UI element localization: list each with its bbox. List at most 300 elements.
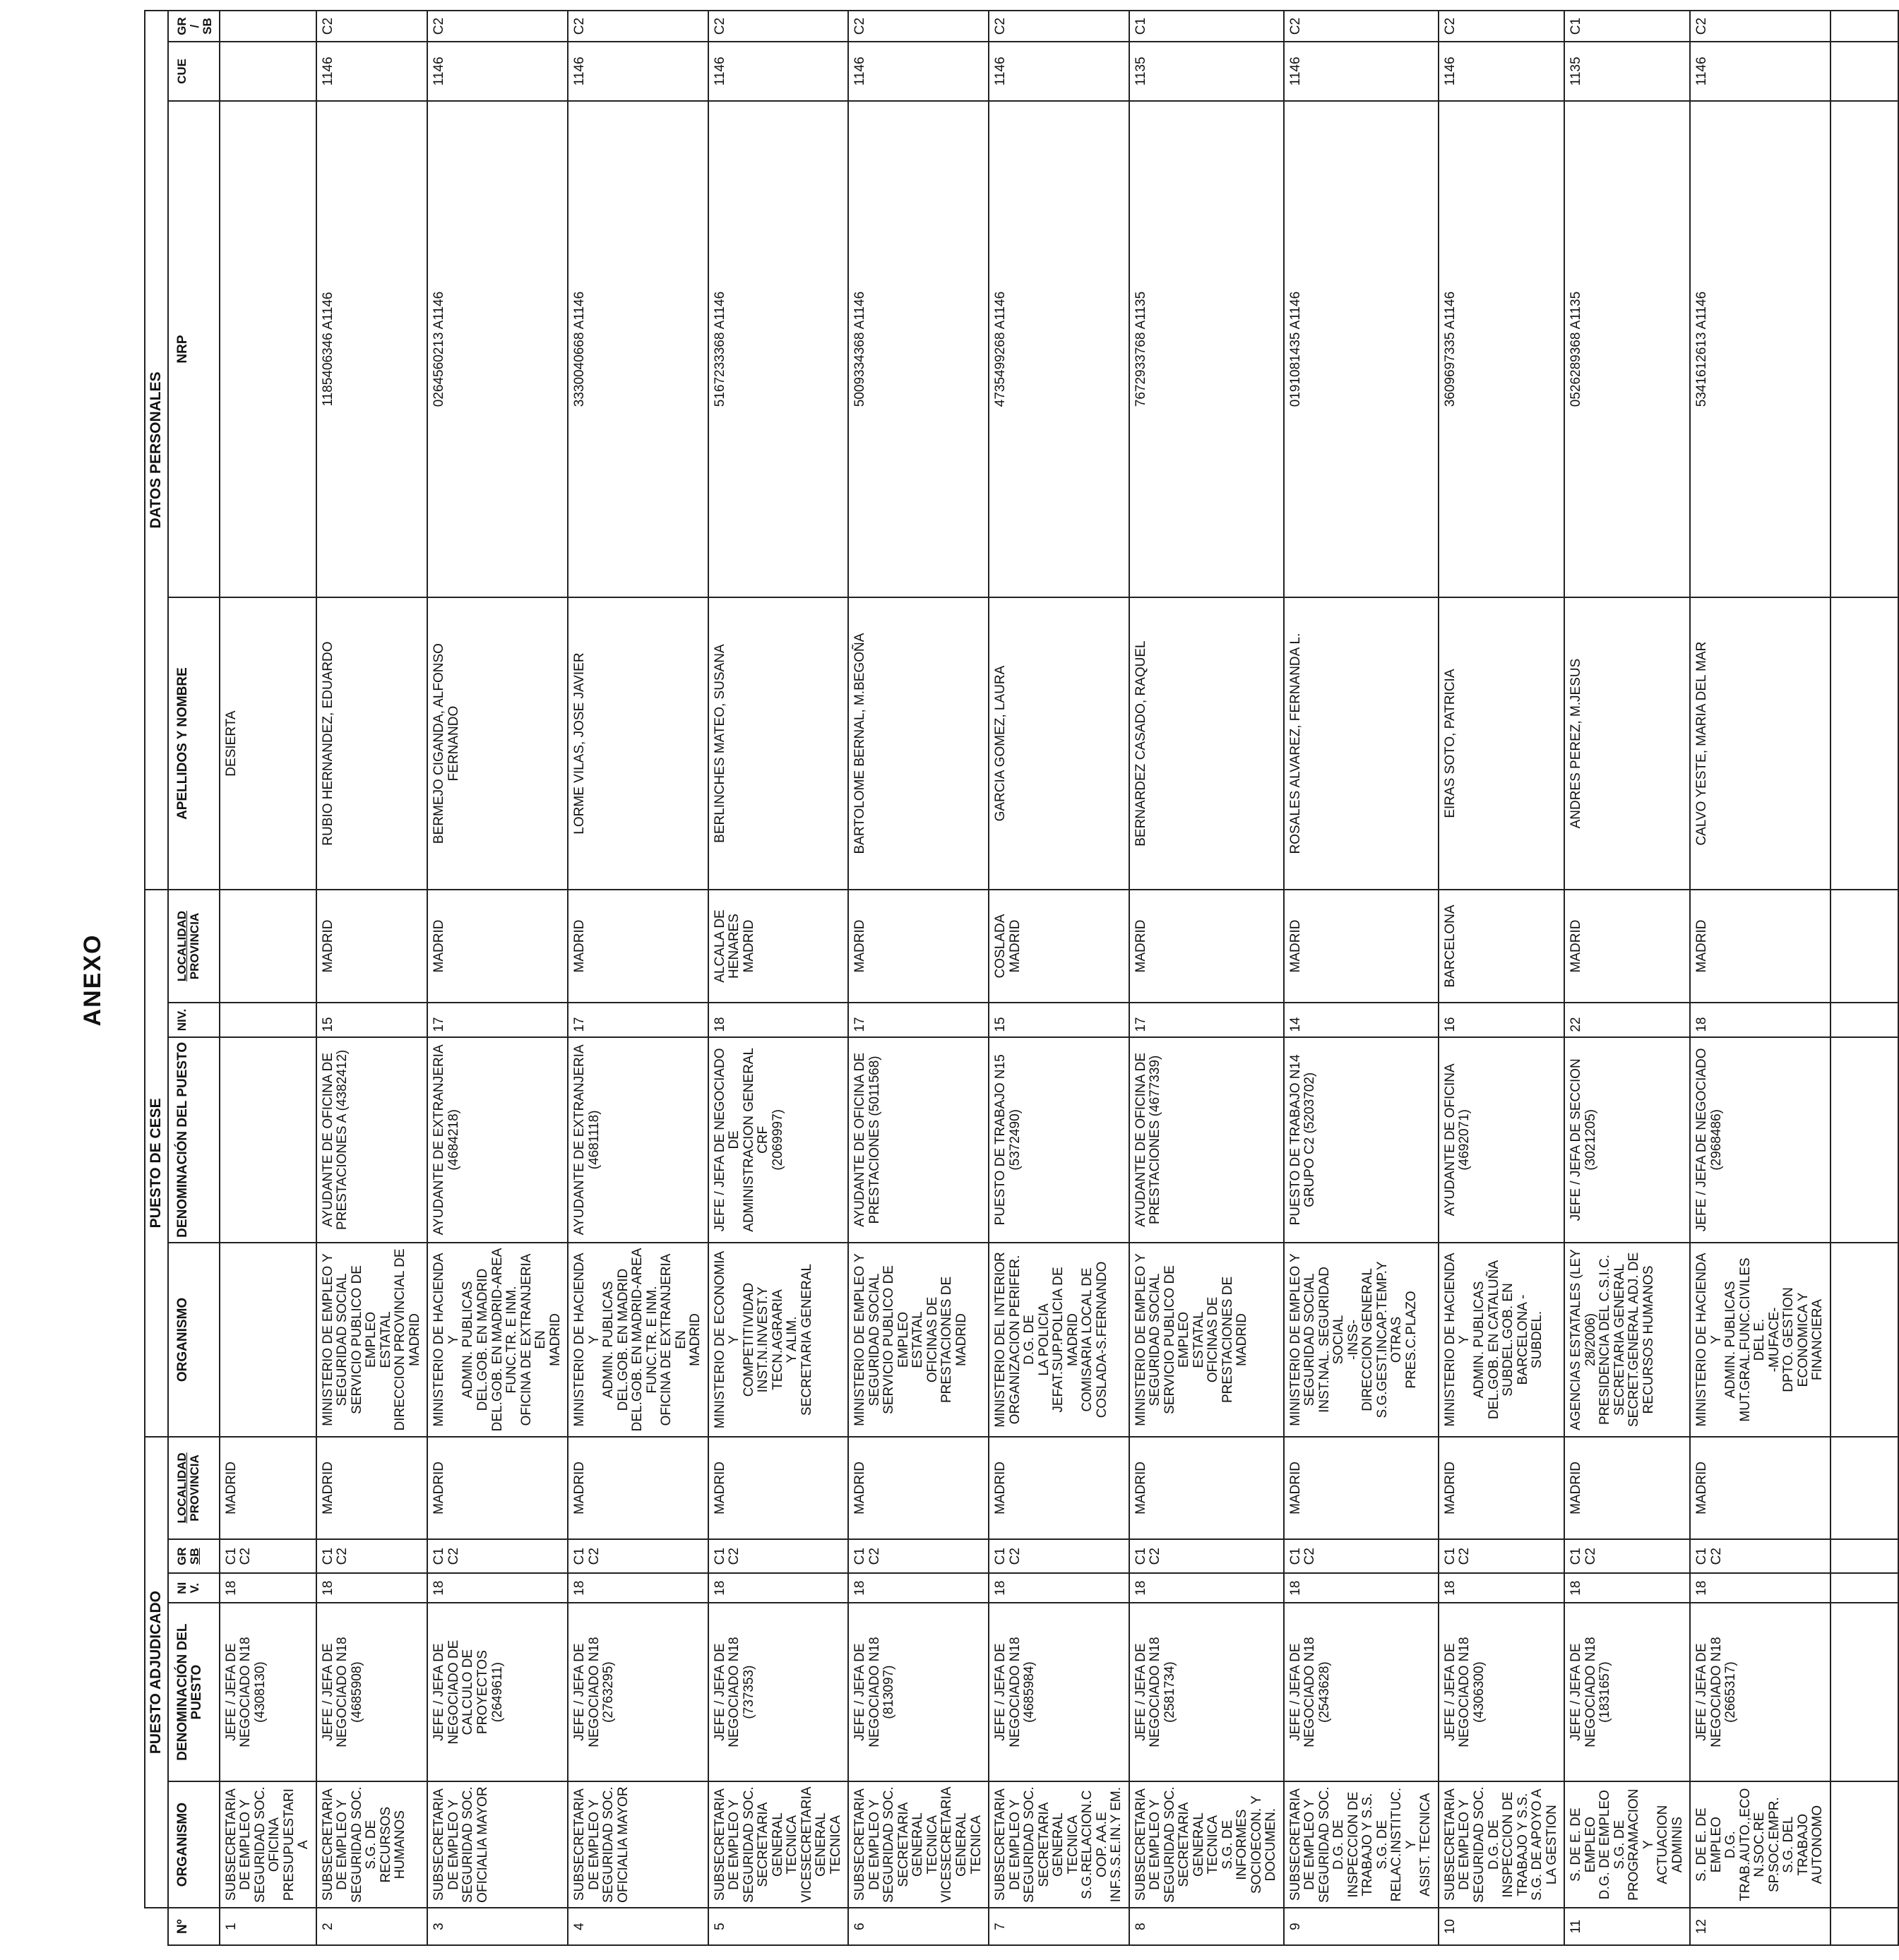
cell-organismo-line: SECRETARIA GENERAL: [895, 1802, 926, 1887]
cell-cese-denominacion-line: AYUDANTE DE OFICINA DE: [320, 1053, 335, 1227]
cell-organismo-line: OFICIALIA MAYOR: [475, 1786, 490, 1903]
empty-cell: [1830, 890, 1898, 1003]
cell-cese-localidad-line: MADRID: [1568, 919, 1584, 973]
cell-cue: 1135: [1129, 42, 1284, 101]
cell-apellidos-nombre: [1564, 597, 1690, 889]
cell-denominacion: [989, 1603, 1129, 1781]
page-title: ANEXO: [79, 933, 106, 1027]
cell-number: 6: [848, 1908, 989, 1945]
cell-cese-organismo-line: SUBDEL.: [1530, 1310, 1545, 1369]
group-datos-personales: DATOS PERSONALES: [145, 11, 168, 890]
cell-cese-denominacion: [1129, 1037, 1284, 1243]
empty-cell: [1830, 1243, 1898, 1437]
cell-cese-organismo-line: MINISTERIO DE EMPLEO Y: [1133, 1253, 1148, 1426]
cell-cese-organismo-line: DEL.GOB. EN MADRID: [475, 1268, 490, 1411]
table-row: [989, 11, 1129, 1945]
cell-nivel: 18: [1690, 1573, 1830, 1603]
cell-cese-organismo-line: MINISTERIO DE EMPLEO Y: [1287, 1253, 1303, 1426]
cell-grupo-subgrupo-line: C1: [1133, 1548, 1148, 1565]
table-row: [708, 11, 849, 1945]
cell-cese-nivel: 17: [848, 1003, 989, 1036]
cell-grupo: [220, 11, 316, 42]
cell-cese-denominacion-line: JEFE / JEFA DE SECCION: [1568, 1058, 1584, 1221]
cell-cese-denominacion: [848, 1037, 989, 1243]
cell-organismo: [1284, 1781, 1439, 1908]
cell-number: 12: [1690, 1908, 1830, 1945]
cell-apellidos-nombre: [568, 597, 708, 889]
cell-grupo: C1: [1129, 11, 1284, 42]
cell-apellidos-nombre: [1129, 597, 1284, 889]
cell-grupo-subgrupo-line: C1: [320, 1548, 335, 1565]
cell-cese-localidad-line: HENARES: [727, 914, 742, 979]
cell-grupo-subgrupo-line: C2: [238, 1548, 254, 1565]
cell-cese-organismo-line: SEGURIDAD SOCIAL: [335, 1273, 350, 1406]
empty-cell: [1830, 1437, 1898, 1539]
cell-cese-organismo-line: ADMIN. PUBLICAS: [1472, 1281, 1487, 1399]
cell-cese-organismo: [848, 1243, 989, 1437]
cell-cese-organismo: [220, 1243, 316, 1437]
cell-cese-localidad: [708, 890, 849, 1003]
cell-localidad-line: MADRID: [1442, 1461, 1458, 1514]
cell-organismo: [708, 1781, 849, 1908]
cell-organismo-line: SP.SOC.EMPR.: [1766, 1797, 1782, 1893]
cell-cese-localidad-line: MADRID: [1287, 919, 1303, 973]
cell-organismo: [568, 1781, 708, 1908]
cell-organismo-line: SUBSECRETARIA DE EMPLEO Y: [223, 1788, 254, 1901]
cell-grupo: C2: [848, 11, 989, 42]
cell-localidad-line: MADRID: [223, 1461, 239, 1514]
cell-cese-organismo-line: MADRID: [407, 1313, 422, 1366]
cell-cue: 1146: [427, 42, 568, 101]
col-header-localidad: LOCALIDAD PROVINCIA: [168, 1437, 220, 1539]
cell-cese-organismo-line: DIRECCION PROVINCIAL DE: [393, 1248, 408, 1431]
cell-cese-localidad-line: COSLADA: [993, 914, 1008, 979]
cell-organismo-line: SUBSECRETARIA DE EMPLEO Y: [852, 1788, 882, 1901]
cell-grupo-subgrupo: [568, 1539, 708, 1573]
cell-denominacion-line: JEFE / JEFA DE NEGOCIADO N18: [320, 1637, 350, 1747]
cell-cese-denominacion-line: (4681118): [586, 1110, 602, 1170]
cell-cese-organismo-line: COMISARIA LOCAL DE: [1080, 1267, 1095, 1412]
cell-nrp: [220, 101, 316, 598]
cell-organismo-line: ACTUACION ADMINIS: [1655, 1805, 1685, 1884]
cell-cese-denominacion-line: ADMINISTRACION GENERAL CRF: [741, 1047, 771, 1232]
cell-grupo-subgrupo: [427, 1539, 568, 1573]
cell-cese-nivel: 16: [1439, 1003, 1564, 1036]
cell-number: 5: [708, 1908, 849, 1945]
cell-localidad: [848, 1437, 989, 1539]
cell-denominacion-line: (4685908): [349, 1661, 364, 1723]
table-row: [1129, 11, 1284, 1945]
cell-cese-localidad: [1129, 890, 1284, 1003]
cell-cese-organismo-line: MADRID: [1234, 1313, 1250, 1366]
cell-organismo-line: D.G. TRAB.AUTO.,ECON.SOC.RE: [1723, 1788, 1768, 1901]
cell-grupo-subgrupo-line: C1: [431, 1548, 447, 1565]
cell-cese-denominacion-line: (2069997): [770, 1109, 785, 1171]
cell-cese-organismo-line: MINISTERIO DE EMPLEO Y: [320, 1253, 335, 1426]
cell-denominacion: [316, 1603, 428, 1781]
cell-denominacion-line: (4306300): [1472, 1661, 1487, 1723]
cell-organismo-line: TRABAJO Y S.S.: [1360, 1793, 1376, 1896]
cell-grupo-subgrupo-line: C1: [1287, 1548, 1303, 1565]
cell-localidad: [568, 1437, 708, 1539]
cell-organismo: [316, 1781, 428, 1908]
cell-grupo-subgrupo: [316, 1539, 428, 1573]
cell-organismo-line: S. DE E. DE EMPLEO: [1694, 1807, 1724, 1882]
cell-denominacion-line: JEFE / JEFA DE NEGOCIADO N18: [223, 1637, 254, 1747]
cell-localidad: [1690, 1437, 1830, 1539]
col-header-organismo: ORGANISMO: [168, 1781, 220, 1908]
cell-denominacion-line: (2763295): [601, 1661, 617, 1723]
cell-grupo: C2: [989, 11, 1129, 42]
cell-cese-organismo-line: SEGURIDAD SOCIAL: [1302, 1273, 1318, 1406]
cell-cese-localidad-line: MADRID: [572, 919, 588, 973]
cell-cese-localidad-line: MADRID: [1133, 919, 1148, 973]
cell-cese-localidad-line: MADRID: [741, 919, 756, 973]
cell-nrp: 0526289368 A1135: [1564, 101, 1690, 598]
col-header-cese-localidad: LOCALIDAD PROVINCIA: [168, 890, 220, 1003]
cell-cese-localidad: [427, 890, 568, 1003]
cell-organismo-line: OFICIALIA MAYOR: [615, 1786, 631, 1903]
cell-cese-localidad: [316, 890, 428, 1003]
cell-cese-organismo-line: AGENCIAS ESTATALES (LEY: [1568, 1249, 1584, 1430]
cell-cese-organismo-line: PRESIDENCIA DEL C.S.I.C.: [1597, 1254, 1613, 1425]
annex-table: [144, 10, 1899, 1946]
cell-denominacion-line: JEFE / JEFA DE NEGOCIADO N18: [1694, 1637, 1724, 1747]
cell-cese-organismo-line: OFICINA DE EXTRANJERIA EN: [518, 1253, 549, 1426]
cell-cese-denominacion-line: AYUDANTE DE EXTRANJERIA: [572, 1044, 588, 1236]
cell-nivel: 18: [1284, 1573, 1439, 1603]
cell-cese-denominacion-line: (2968486): [1708, 1109, 1724, 1171]
cell-cese-organismo-line: FUNC.TR. E INM.: [644, 1286, 660, 1394]
cell-apellidos-nombre: [316, 597, 428, 889]
cell-cese-denominacion-line: PUESTO DE TRABAJO N15: [993, 1054, 1008, 1226]
column-header-row: [168, 11, 220, 1945]
cell-organismo-line: TECNICA: [785, 1815, 800, 1875]
cell-denominacion-line: (1831657): [1597, 1661, 1613, 1723]
cell-organismo-line: S.G. DE INFORMES: [1220, 1809, 1250, 1880]
cell-nrp: 1185406346 A1146: [316, 101, 428, 598]
cell-cese-organismo-line: PRES.C.PLAZO: [1403, 1291, 1419, 1389]
cell-grupo-subgrupo-line: C1: [852, 1548, 868, 1565]
cell-organismo-line: SEGURIDAD SOC.: [1316, 1786, 1332, 1903]
empty-cell: [1830, 1573, 1898, 1603]
cell-cue: [220, 42, 316, 101]
cell-cese-localidad: [1690, 890, 1830, 1003]
cell-organismo-line: OFICINA PRESUPUESTARIA: [267, 1788, 311, 1901]
cell-grupo: C2: [316, 11, 428, 42]
cell-cese-organismo-line: MADRID: [688, 1313, 703, 1366]
cell-cese-nivel: 15: [316, 1003, 428, 1036]
cell-organismo-line: SUBSECRETARIA DE EMPLEO Y: [431, 1788, 461, 1901]
cell-grupo-subgrupo-line: C2: [1302, 1548, 1318, 1565]
cell-organismo-line: SEGURIDAD SOC.: [881, 1786, 897, 1903]
cell-apellidos-nombre-line: ANDRES PEREZ, M.JESUS: [1568, 658, 1584, 829]
empty-cell: [1830, 1003, 1898, 1036]
cell-cese-denominacion-line: JEFE / JEFA DE NEGOCIADO: [1694, 1048, 1710, 1232]
cell-denominacion-line: (4685984): [1022, 1661, 1037, 1723]
cell-apellidos-nombre: [220, 597, 316, 889]
cell-cese-organismo: [316, 1243, 428, 1437]
cell-cese-organismo-line: SUBDEL.GOB. EN BARCELONA -: [1501, 1283, 1530, 1397]
cell-cese-organismo-line: ADMIN. PUBLICAS: [601, 1281, 617, 1399]
cell-organismo-line: D.G. DE INSPECCION DE: [1331, 1791, 1361, 1898]
cell-denominacion-line: (2665317): [1723, 1661, 1739, 1723]
cell-cue: 1146: [316, 42, 428, 101]
empty-cell: [1830, 42, 1898, 101]
cell-cese-organismo-line: ADMIN. PUBLICAS: [460, 1281, 476, 1399]
cell-cese-organismo-line: SECRETARIA GENERAL: [1612, 1263, 1627, 1416]
cell-organismo-line: SECRETARIA GENERAL: [1036, 1802, 1066, 1887]
cell-cese-denominacion-line: PRESTACIONES A (4382412): [335, 1049, 350, 1230]
cell-cese-organismo: [708, 1243, 849, 1437]
empty-cell: [1830, 101, 1898, 598]
cell-localidad-line: MADRID: [1568, 1461, 1584, 1514]
col-header-grsb2: GR/ SB: [168, 11, 220, 42]
cell-localidad-line: MADRID: [1133, 1461, 1148, 1514]
cell-localidad: [989, 1437, 1129, 1539]
cell-number: 11: [1564, 1908, 1690, 1945]
table-row: [1284, 11, 1439, 1945]
cell-cese-organismo-line: MINISTERIO DE HACIENDA Y: [572, 1253, 602, 1427]
cell-organismo-line: D.G. DE INSPECCION DE: [1486, 1791, 1516, 1898]
cell-cese-denominacion: [708, 1037, 849, 1243]
cell-grupo-subgrupo-line: C2: [1148, 1548, 1163, 1565]
cell-localidad: [1129, 1437, 1284, 1539]
cell-cese-organismo: [1129, 1243, 1284, 1437]
cell-cese-denominacion: [989, 1037, 1129, 1243]
table-row: [1439, 11, 1564, 1945]
cell-cese-organismo-line: ESTATAL: [1191, 1311, 1206, 1368]
cell-number: 9: [1284, 1908, 1439, 1945]
cell-cese-organismo: [427, 1243, 568, 1437]
cell-cese-organismo-line: SERVICIO PUBLICO DE EMPLEO: [1162, 1265, 1192, 1414]
cell-cese-organismo-line: INST.N.INVEST.Y TECN.AGRARIA: [756, 1286, 785, 1393]
cell-cese-nivel: 18: [708, 1003, 849, 1036]
cell-grupo-subgrupo-line: C1: [1568, 1548, 1584, 1565]
cell-organismo-line: TECNICA: [1065, 1815, 1081, 1875]
cell-organismo-line: SEGURIDAD SOC.: [741, 1786, 756, 1903]
cell-cese-organismo-line: MADRID: [953, 1313, 969, 1366]
cell-cese-denominacion-line: (4684218): [446, 1109, 461, 1171]
cell-organismo-line: TECNICA: [968, 1815, 984, 1875]
cell-number: 4: [568, 1908, 708, 1945]
cell-cese-denominacion: [427, 1037, 568, 1243]
cell-cese-organismo-line: INST.NAL. SEGURIDAD SOCIAL: [1316, 1266, 1347, 1413]
cell-organismo-line: SUBSECRETARIA DE EMPLEO Y: [993, 1788, 1023, 1901]
cell-localidad: [1564, 1437, 1690, 1539]
cell-denominacion-line: (4308130): [252, 1661, 268, 1723]
cell-cese-organismo-line: OFICINAS DE PRESTACIONES DE: [1206, 1276, 1235, 1404]
table-row: [316, 11, 428, 1945]
cell-organismo-line: SUBSECRETARIA DE EMPLEO Y: [572, 1788, 602, 1901]
cell-cese-organismo: [989, 1243, 1129, 1437]
cell-denominacion: [1284, 1603, 1439, 1781]
cell-denominacion-line: JEFE / JEFA DE NEGOCIADO N18: [1133, 1637, 1163, 1747]
cell-grupo-subgrupo: [848, 1539, 989, 1573]
cell-cue: 1135: [1564, 42, 1690, 101]
cell-cese-organismo-line: DPTO. GESTION ECONOMICA Y: [1781, 1287, 1811, 1392]
group-header-row: [145, 11, 168, 1945]
cell-cese-organismo-line: MINISTERIO DE HACIENDA Y: [431, 1253, 461, 1427]
cell-organismo: [1129, 1781, 1284, 1908]
cell-cese-organismo-line: FUNC.TR. E INM.: [504, 1286, 520, 1394]
cell-grupo-subgrupo: [1129, 1539, 1284, 1573]
cell-cese-organismo-line: DEL.GOB. EN CATALUÑA: [1486, 1260, 1501, 1420]
cell-cese-organismo-line: DEL.GOB. EN MADRID: [615, 1268, 631, 1411]
cell-cese-organismo-line: DIRECCION GENERAL: [1360, 1268, 1376, 1411]
cell-organismo: [427, 1781, 568, 1908]
cell-organismo-line: SEGURIDAD SOC.: [1472, 1786, 1487, 1903]
cell-organismo-line: SUBSECRETARIA DE EMPLEO Y: [320, 1788, 350, 1901]
cell-grupo: C2: [1439, 11, 1564, 42]
cell-nivel: 18: [427, 1573, 568, 1603]
cell-apellidos-nombre-line: DESIERTA: [223, 710, 239, 777]
cell-cese-localidad-line: MADRID: [1694, 919, 1710, 973]
cell-cese-localidad-line: MADRID: [852, 919, 868, 973]
cell-organismo-line: SEGURIDAD SOC.: [252, 1786, 268, 1903]
cell-cese-denominacion-line: AYUDANTE DE OFICINA (4692071): [1442, 1063, 1472, 1217]
cell-cese-localidad: [1439, 890, 1564, 1003]
cell-cese-organismo-line: MINISTERIO DE HACIENDA Y: [1442, 1253, 1472, 1427]
cell-cese-nivel: 22: [1564, 1003, 1690, 1036]
cell-grupo-subgrupo-line: C2: [1708, 1548, 1724, 1565]
col-header-denominacion: DENOMINACIÓN DEL PUESTO: [168, 1603, 220, 1781]
cell-cese-organismo-line: ESTATAL: [910, 1311, 926, 1368]
cell-cese-nivel: 15: [989, 1003, 1129, 1036]
cell-cue: 1146: [989, 42, 1129, 101]
cell-nivel: 18: [1129, 1573, 1284, 1603]
cell-cese-denominacion: [568, 1037, 708, 1243]
cell-cese-nivel: 17: [1129, 1003, 1284, 1036]
cell-organismo-line: ASIST. TECNICA: [1418, 1793, 1434, 1896]
cell-cese-denominacion-line: AYUDANTE DE EXTRANJERIA: [431, 1044, 447, 1236]
col-header-cese-denominacion: DENOMINACIÓN DEL PUESTO: [168, 1037, 220, 1243]
cell-organismo-line: SEGURIDAD SOC.: [460, 1786, 476, 1903]
cell-grupo-subgrupo: [1690, 1539, 1830, 1573]
col-header-nrp: NRP: [168, 101, 220, 598]
cell-cese-nivel: [220, 1003, 316, 1036]
cell-organismo-line: TECNICA: [1206, 1815, 1221, 1875]
cell-organismo-line: SUBSECRETARIA DE EMPLEO Y: [1442, 1788, 1472, 1901]
col-header-cue: CUE: [168, 42, 220, 101]
cell-organismo: [1439, 1781, 1564, 1908]
cell-number: 10: [1439, 1908, 1564, 1945]
cell-apellidos-nombre: [848, 597, 989, 889]
cell-denominacion-line: (737353): [741, 1665, 756, 1719]
cell-organismo-line: SEGURIDAD SOC.: [601, 1786, 617, 1903]
cell-grupo-subgrupo-line: C2: [1007, 1548, 1023, 1565]
cell-nivel: 18: [316, 1573, 428, 1603]
cell-organismo: [1564, 1781, 1690, 1908]
cell-grupo-subgrupo-line: C2: [727, 1548, 742, 1565]
cell-cese-localidad: [220, 890, 316, 1003]
cell-organismo-line: TECNICA: [828, 1815, 843, 1875]
cell-denominacion-line: JEFE / JEFA DE NEGOCIADO N18: [572, 1637, 602, 1747]
cell-apellidos-nombre: [1439, 597, 1564, 889]
cell-apellidos-nombre: [989, 597, 1129, 889]
cell-apellidos-nombre-line: ROSALES ALVAREZ, FERNANDA L.: [1287, 633, 1303, 854]
cell-cese-organismo-line: -INSS-: [1345, 1319, 1361, 1360]
cell-apellidos-nombre-line: BERMEJO CIGANDA, ALFONSO: [431, 643, 447, 844]
cell-denominacion: [427, 1603, 568, 1781]
cell-cese-organismo-line: DEL.GOB. EN MADRID-AREA: [630, 1248, 645, 1432]
cell-localidad: [708, 1437, 849, 1539]
cell-cese-organismo-line: MADRID: [547, 1313, 563, 1366]
cell-nivel: 18: [1439, 1573, 1564, 1603]
cell-grupo-subgrupo: [708, 1539, 849, 1573]
cell-cese-organismo-line: ADMIN. PUBLICAS: [1723, 1281, 1739, 1399]
cell-apellidos-nombre: [427, 597, 568, 889]
cell-denominacion: [1129, 1603, 1284, 1781]
cell-cese-organismo-line: MINISTERIO DE EMPLEO Y: [852, 1253, 868, 1426]
cell-grupo: C2: [708, 11, 849, 42]
cell-cese-organismo-line: ORGANIZACION PERIFER. D.G. DE: [1007, 1255, 1037, 1425]
cell-cese-nivel: 18: [1690, 1003, 1830, 1036]
cell-cese-organismo-line: OFICINAS DE PRESTACIONES DE: [924, 1276, 955, 1404]
cell-cese-organismo-line: MINISTERIO DEL INTERIOR: [993, 1252, 1008, 1428]
cell-cese-localidad: [568, 890, 708, 1003]
group-puesto-adjudicado: PUESTO ADJUDICADO: [145, 1437, 168, 1908]
table-body: [220, 11, 1898, 1945]
cell-cese-localidad-line: BARCELONA: [1442, 904, 1458, 988]
cell-organismo-line: S.G. DE RECURSOS HUMANOS: [364, 1806, 408, 1883]
cell-cese-localidad-line: MADRID: [431, 919, 447, 973]
cell-cese-denominacion-line: PUESTO DE TRABAJO N14: [1287, 1054, 1303, 1226]
cell-apellidos-nombre-line: EIRAS SOTO, PATRICIA: [1442, 669, 1458, 818]
cell-cese-denominacion-line: (3021205): [1583, 1109, 1598, 1171]
cell-denominacion: [1690, 1603, 1830, 1781]
empty-cell: [1830, 1037, 1898, 1243]
cell-denominacion: [1439, 1603, 1564, 1781]
cell-grupo-subgrupo: [1564, 1539, 1690, 1573]
cell-localidad: [1439, 1437, 1564, 1539]
cell-grupo-subgrupo-line: C2: [586, 1548, 602, 1565]
table-row: [220, 11, 316, 1945]
cell-cese-organismo-line: DEL.GOB. EN MADRID-AREA: [489, 1248, 505, 1432]
cell-grupo-subgrupo-line: C2: [1583, 1548, 1598, 1565]
cell-grupo-subgrupo-line: C2: [867, 1548, 882, 1565]
cell-cese-localidad: [1564, 890, 1690, 1003]
cell-grupo-subgrupo-line: C1: [572, 1548, 588, 1565]
cell-localidad-line: MADRID: [712, 1461, 727, 1514]
cell-cese-organismo: [1564, 1243, 1690, 1437]
cell-number: 8: [1129, 1908, 1284, 1945]
cell-organismo-line: TECNICA: [924, 1815, 940, 1875]
cell-organismo: [220, 1781, 316, 1908]
cell-cue: 1146: [708, 42, 849, 101]
cell-apellidos-nombre-line: FERNANDO: [446, 705, 461, 782]
cell-localidad: [316, 1437, 428, 1539]
cell-cese-organismo-line: ESTATAL: [378, 1311, 393, 1368]
cell-grupo-subgrupo: [1284, 1539, 1439, 1573]
cell-cese-organismo-line: SECRETARIA GENERAL: [799, 1263, 814, 1416]
cell-denominacion-line: (813097): [881, 1665, 897, 1719]
cell-cese-organismo-line: OFICINA DE EXTRANJERIA EN: [659, 1253, 689, 1426]
cell-cese-denominacion-line: GRUPO C2 (5203702): [1302, 1072, 1318, 1207]
cell-localidad: [427, 1437, 568, 1539]
cell-denominacion: [568, 1603, 708, 1781]
col-header-cese-niv: NIV.: [168, 1003, 220, 1036]
cell-nrp: 4735499268 A1146: [989, 101, 1129, 598]
cell-organismo-line: SEGURIDAD SOC.: [349, 1786, 364, 1903]
cell-nivel: 18: [1564, 1573, 1690, 1603]
cell-nivel: 18: [220, 1573, 316, 1603]
cell-localidad: [220, 1437, 316, 1539]
empty-cell: [1830, 1539, 1898, 1573]
cell-cese-organismo-line: MINISTERIO DE ECONOMIA Y: [712, 1250, 742, 1429]
cell-cese-localidad-line: MADRID: [1007, 919, 1023, 973]
cell-organismo: [1690, 1781, 1830, 1908]
